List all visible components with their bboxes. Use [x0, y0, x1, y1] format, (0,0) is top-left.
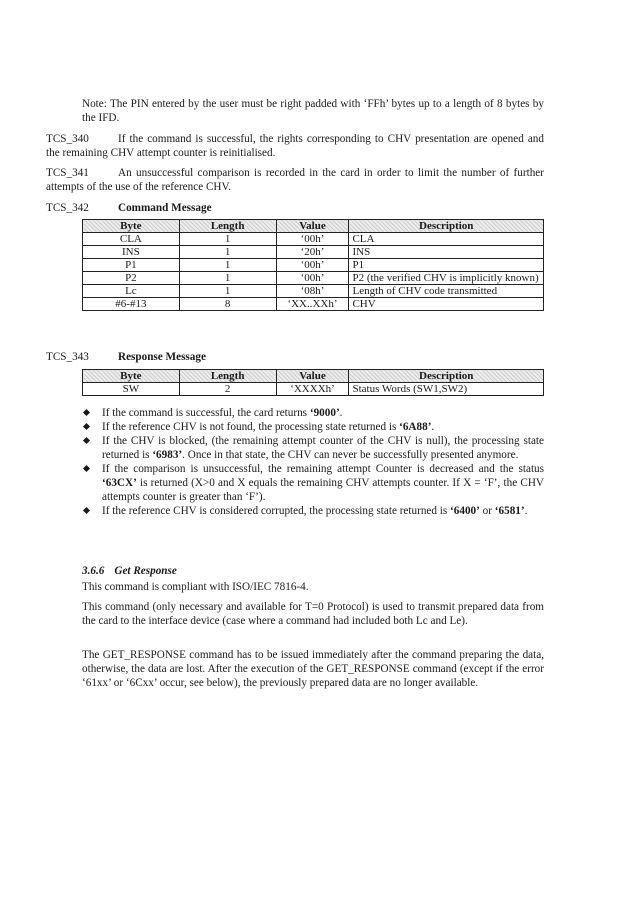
table-cell: CLA	[349, 233, 544, 246]
table-cell: INS	[349, 246, 544, 259]
bullet-text: If the comparison is unsuccessful, the remaining attempt Counter is decreased and the status	[102, 463, 544, 475]
table-cell: 1	[179, 285, 276, 298]
column-header: Value	[276, 370, 349, 383]
status-code: ‘6400’	[450, 505, 480, 517]
section-title: Get Response	[114, 565, 177, 577]
diamond-bullet-icon	[83, 423, 90, 430]
status-code: ‘9000’	[309, 407, 340, 419]
column-header: Length	[179, 220, 276, 233]
bullet-text: .	[524, 505, 528, 517]
bullet-text: . Once in that state, the CHV can never be successfully presented anymore.	[182, 449, 519, 461]
tcs-text: If the command is successful, the rights corresponding to CHV presentation are opened and the remaining CHV attempt counter is reinitialised.	[46, 133, 544, 159]
table-row	[83, 285, 544, 298]
table-cell: 1	[179, 272, 276, 285]
status-code: ‘6A88’	[399, 421, 432, 433]
table-cell: 1	[179, 246, 276, 259]
command-message-table	[82, 219, 544, 311]
table-cell: P1	[349, 259, 544, 272]
table-cell: Lc	[83, 285, 180, 298]
pin-note: Note: The PIN entered by the user must be right padded with ‘FFh’ bytes up to a length of 8 bytes by the IFD.	[82, 98, 544, 124]
bullet-text: or	[479, 505, 495, 517]
status-bullet-list	[82, 406, 544, 518]
table-cell: ‘XXXXh’	[276, 383, 349, 396]
table-header-row	[83, 220, 544, 233]
bullet-text: If the reference CHV is considered corrupted, the processing state returned is	[102, 505, 451, 517]
bullet-text: If the reference CHV is not found, the processing state returned is	[102, 421, 400, 433]
table-cell: P1	[83, 259, 180, 272]
table-cell: INS	[83, 246, 180, 259]
table-cell: ‘20h’	[276, 246, 349, 259]
paragraph-usage: The GET_RESPONSE command has to be issued immediately after the command preparing the data, otherwise, the data are lost. After the execution of the GET_RESPONSE command (except if the error ‘61xx’ or ‘6Cxx’ occur, see below), the previously prepared data are no longer available.	[82, 649, 544, 689]
diamond-bullet-icon	[83, 507, 90, 514]
table-cell: ‘XX..XXh’	[276, 298, 349, 311]
table-cell: ‘08h’	[276, 285, 349, 298]
command-message-heading: Command Message	[118, 202, 212, 214]
table-row	[83, 298, 544, 311]
table-row	[83, 233, 544, 246]
section-heading	[82, 564, 177, 578]
table-cell: 2	[179, 383, 276, 396]
tcs-342	[46, 201, 544, 215]
status-code: ‘6581’	[494, 505, 525, 517]
response-message-table	[82, 369, 544, 396]
response-message-heading: Response Message	[118, 351, 206, 363]
table-row	[83, 246, 544, 259]
column-header: Length	[179, 370, 276, 383]
table-cell: #6-#13	[83, 298, 180, 311]
section-number: 3.6.6	[82, 565, 105, 577]
table-cell: 8	[179, 298, 276, 311]
tcs-340	[46, 132, 544, 160]
table-cell: CHV	[349, 298, 544, 311]
bullet-text: If the CHV is blocked, (the remaining attempt counter of the CHV is null), the processing state returned is	[102, 435, 544, 461]
table-cell: CLA	[83, 233, 180, 246]
table-cell: ‘00h’	[276, 233, 349, 246]
bullet-text: If the command is successful, the card returns	[102, 407, 310, 419]
bullet-text: .	[431, 421, 435, 433]
tcs-id: TCS_343	[46, 351, 89, 363]
tcs-341	[46, 166, 544, 194]
column-header: Byte	[83, 220, 180, 233]
paragraph-compliance: This command is compliant with ISO/IEC 7816-4.	[82, 581, 309, 593]
table-cell: ‘00h’	[276, 272, 349, 285]
list-item	[82, 420, 544, 434]
tcs-343	[46, 350, 544, 364]
column-header: Description	[349, 370, 544, 383]
table-row	[83, 259, 544, 272]
list-item	[82, 406, 544, 420]
table-cell: P2 (the verified CHV is implicitly known)	[349, 272, 544, 285]
tcs-id: TCS_341	[46, 167, 89, 179]
table-cell: Status Words (SW1,SW2)	[349, 383, 544, 396]
table-cell: Length of CHV code transmitted	[349, 285, 544, 298]
bullet-text: is returned (X>0 and X equals the remaining CHV attempts counter. If X = ‘F’, the CHV attempts counter is greater than ‘F’).	[102, 477, 544, 503]
tcs-id: TCS_340	[46, 133, 89, 145]
paragraph-purpose: This command (only necessary and available for T=0 Protocol) is used to transmit prepared data from the card to the interface device (case where a command had included both Lc and Le).	[82, 601, 544, 627]
table-row	[83, 272, 544, 285]
column-header: Value	[276, 220, 349, 233]
table-cell: 1	[179, 259, 276, 272]
list-item	[82, 504, 544, 518]
table-cell: SW	[83, 383, 180, 396]
tcs-text: An unsuccessful comparison is recorded in the card in order to limit the number of further attempts of the use of the reference CHV.	[46, 167, 544, 193]
table-row	[83, 383, 544, 396]
bullet-text: .	[339, 407, 343, 419]
table-cell: ‘00h’	[276, 259, 349, 272]
table-header-row	[83, 370, 544, 383]
status-code: ‘63CX’	[102, 477, 137, 489]
diamond-bullet-icon	[83, 465, 90, 472]
list-item	[82, 462, 544, 504]
column-header: Description	[349, 220, 544, 233]
column-header: Byte	[83, 370, 180, 383]
tcs-id: TCS_342	[46, 202, 89, 214]
table-cell: 1	[179, 233, 276, 246]
table-cell: P2	[83, 272, 180, 285]
diamond-bullet-icon	[83, 437, 90, 444]
status-code: ‘6983’	[152, 449, 183, 461]
list-item	[82, 434, 544, 462]
diamond-bullet-icon	[83, 409, 90, 416]
